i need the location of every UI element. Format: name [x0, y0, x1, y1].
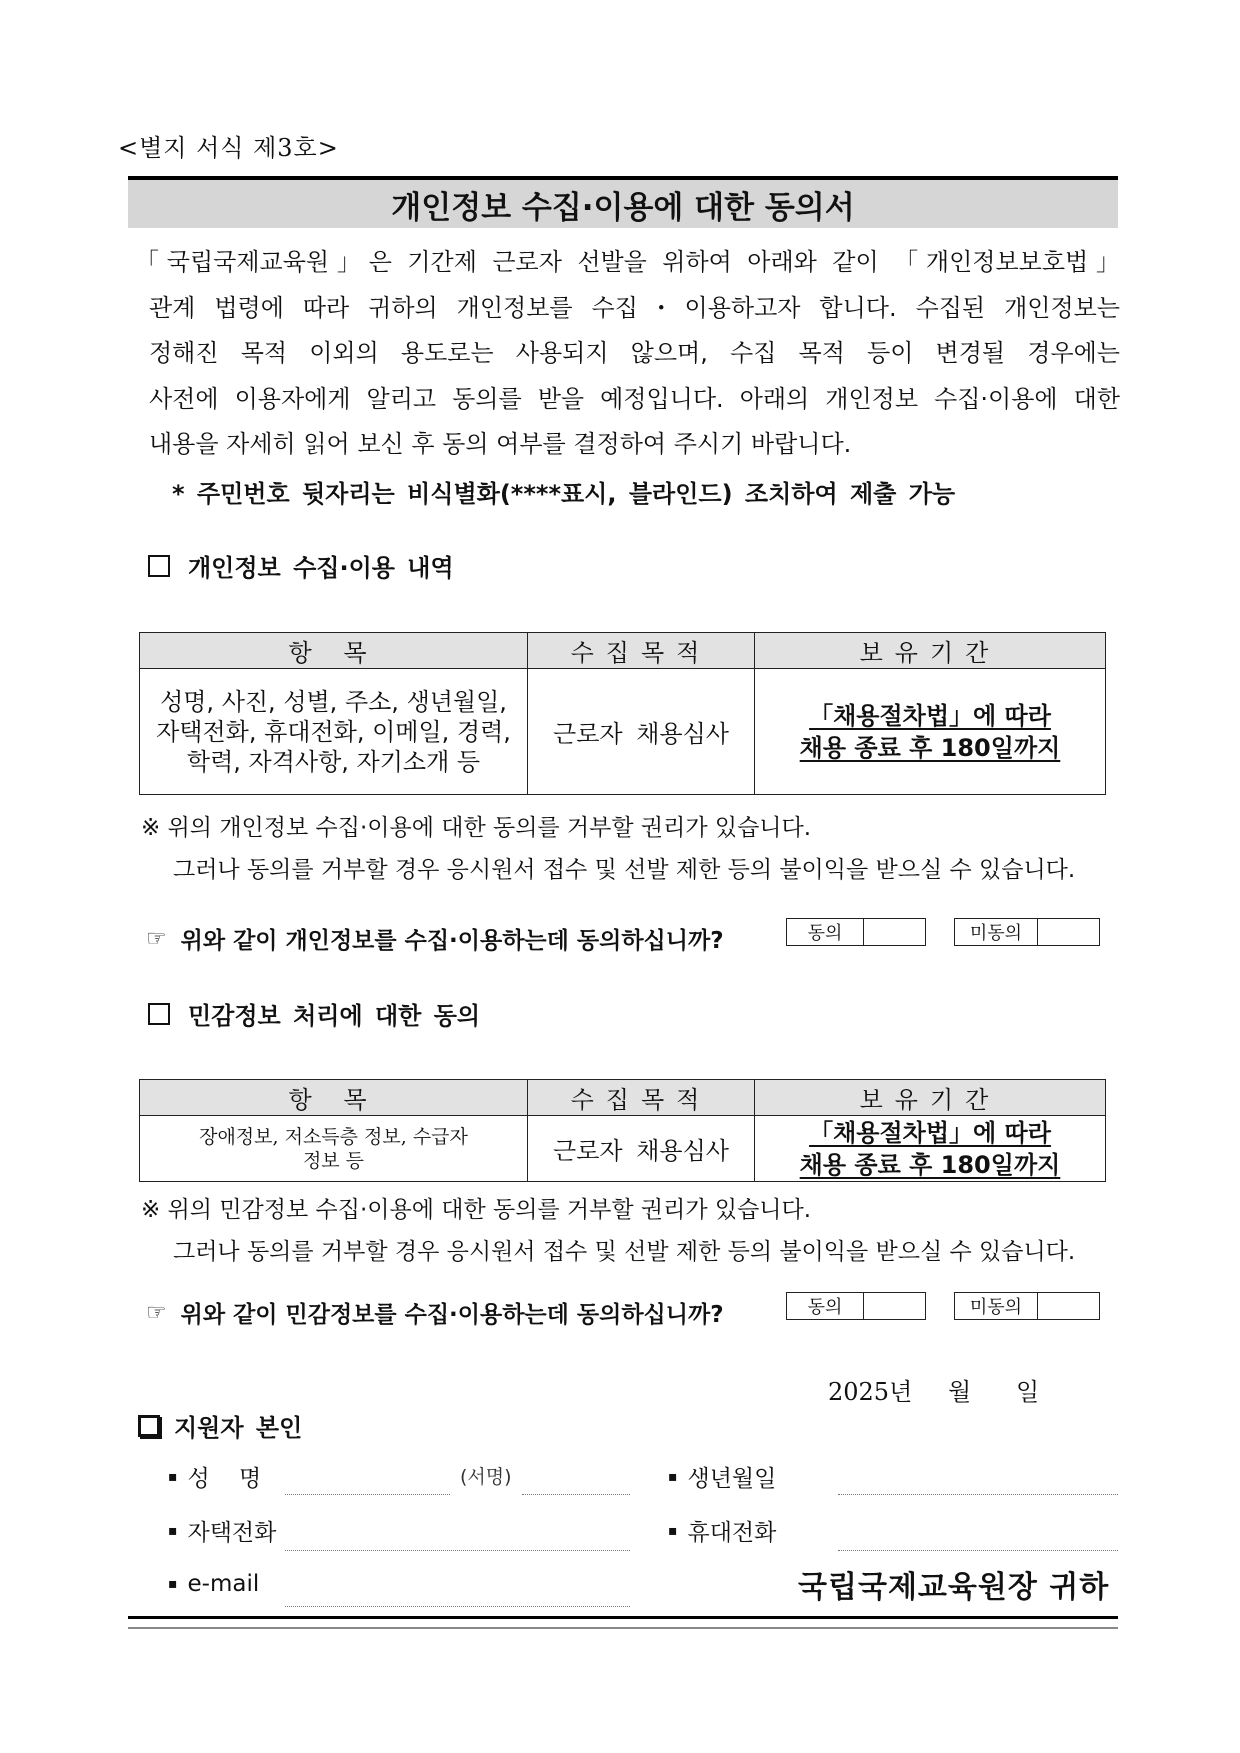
items-cell	[140, 1116, 528, 1182]
resident-number-note: * 주민번호 뒷자리는 비식별화(****표시, 블라인드) 조치하여 제출 가능	[172, 480, 956, 508]
bullet-icon: ▪	[668, 1522, 678, 1539]
intro-line: 관계 법령에 따라 귀하의 개인정보를 수집・이용하고자 합니다. 수집된 개인정보는	[149, 293, 1120, 322]
retention-line: 「채용절차법」에 따라	[809, 1118, 1051, 1147]
date-month: 월	[948, 1378, 972, 1406]
refusal-consequence-note: 그러나 동의를 거부할 경우 응시원서 접수 및 선발 제한 등의 불이익을 받으실 수 있습니다.	[173, 1239, 1076, 1265]
intro-line: 사전에 이용자에게 알리고 동의를 받을 예정입니다. 아래의 개인정보 수집·이용에 대한	[149, 384, 1120, 413]
applicant-heading	[138, 1408, 302, 1443]
footer-rule	[128, 1616, 1118, 1619]
table-header-row	[140, 1080, 1106, 1116]
email-field-label	[168, 1571, 259, 1597]
items-cell	[140, 669, 528, 795]
items-line: 학력, 자격사항, 자기소개 등	[186, 747, 481, 776]
home-phone-input-line[interactable]	[285, 1550, 630, 1551]
section1-agree-box[interactable]	[786, 918, 926, 946]
birth-field-label	[668, 1460, 776, 1493]
refusal-consequence-note: 그러나 동의를 거부할 경우 응시원서 접수 및 선발 제한 등의 불이익을 받으실 수 있습니다.	[173, 857, 1076, 883]
table-header-row	[140, 633, 1106, 669]
section2-heading	[148, 996, 480, 1031]
name-field-label	[168, 1460, 261, 1493]
section1-heading	[148, 548, 454, 583]
agree-checkbox[interactable]	[864, 919, 925, 945]
retention-line: 「채용절차법」에 따라	[809, 701, 1051, 730]
email-input-line[interactable]	[285, 1606, 630, 1607]
checkbox-square-icon	[148, 555, 170, 577]
signature-input-line[interactable]	[522, 1494, 630, 1495]
bullet-icon: ▪	[168, 1468, 178, 1485]
table-row	[140, 669, 1106, 795]
header-purpose: 수집목적	[528, 633, 755, 669]
bullet-icon: ▪	[668, 1468, 678, 1485]
section2-disagree-box[interactable]	[954, 1292, 1100, 1320]
retention-line: 채용 종료 후 180일까지	[799, 1150, 1061, 1179]
bullet-icon: ▪	[168, 1576, 178, 1592]
agree-label: 동의	[787, 919, 864, 945]
signature-label: (서명)	[460, 1466, 512, 1488]
header-retention: 보유기간	[755, 1080, 1106, 1116]
date-day: 일	[1016, 1378, 1040, 1406]
intro-line: 정해진 목적 이외의 용도로는 사용되지 않으며, 수집 목적 등이 변경될 경우에는	[149, 339, 1120, 367]
disagree-label: 미동의	[955, 919, 1038, 945]
items-line: 정보 등	[302, 1149, 365, 1172]
mobile-field-label	[668, 1514, 776, 1547]
agree-label: 동의	[787, 1293, 864, 1319]
email-label-text: e-mail	[187, 1571, 260, 1597]
header-purpose: 수집목적	[528, 1080, 755, 1116]
purpose-cell: 근로자 채용심사	[528, 669, 755, 795]
table-row	[140, 1116, 1106, 1182]
disagree-checkbox[interactable]	[1038, 919, 1099, 945]
refusal-right-note: ※ 위의 개인정보 수집·이용에 대한 동의를 거부할 권리가 있습니다.	[141, 815, 812, 841]
disagree-checkbox[interactable]	[1038, 1293, 1099, 1319]
addressee: 국립국제교육원장 귀하	[798, 1570, 1110, 1605]
applicant-heading-text: 지원자 본인	[174, 1414, 303, 1442]
form-number-label: <별지 서식 제3호>	[118, 134, 339, 162]
sensitive-info-table	[139, 1079, 1106, 1182]
items-line: 성명, 사진, 성별, 주소, 생년월일,	[160, 687, 507, 716]
personal-info-table	[139, 632, 1106, 795]
section2-agree-box[interactable]	[786, 1292, 926, 1320]
agree-checkbox[interactable]	[864, 1293, 925, 1319]
checkbox-square-icon	[138, 1415, 160, 1437]
refusal-right-note: ※ 위의 민감정보 수집·이용에 대한 동의를 거부할 권리가 있습니다.	[141, 1197, 812, 1223]
date-year: 2025년	[828, 1378, 913, 1406]
birth-label-text: 생년월일	[687, 1466, 777, 1492]
pointing-hand-icon: ☞	[146, 1299, 167, 1326]
disagree-label: 미동의	[955, 1293, 1038, 1319]
section1-consent-question	[146, 922, 724, 955]
section1-notes	[141, 807, 1075, 891]
header-items: 항 목	[140, 1080, 528, 1116]
bullet-icon: ▪	[168, 1522, 178, 1539]
header-items: 항 목	[140, 633, 528, 669]
section2-consent-question	[146, 1296, 724, 1329]
home-phone-field-label	[168, 1514, 276, 1547]
name-label-text: 성 명	[187, 1466, 262, 1492]
intro-line: 「국립국제교육원」은 기간제 근로자 선발을 위하여 아래와 같이 「개인정보보호법」	[135, 248, 1120, 276]
items-line: 자택전화, 휴대전화, 이메일, 경력,	[156, 717, 511, 746]
mobile-label-text: 휴대전화	[687, 1520, 777, 1546]
intro-paragraph	[135, 240, 1120, 468]
document-title: 개인정보 수집·이용에 대한 동의서	[128, 180, 1118, 228]
section1-disagree-box[interactable]	[954, 918, 1100, 946]
intro-line: 내용을 자세히 읽어 보신 후 동의 여부를 결정하여 주시기 바랍니다.	[149, 430, 852, 458]
name-input-line[interactable]	[285, 1494, 450, 1495]
pointing-hand-icon: ☞	[146, 925, 167, 952]
retention-cell	[755, 1116, 1106, 1182]
mobile-input-line[interactable]	[838, 1550, 1118, 1551]
section2-heading-text: 민감정보 처리에 대한 동의	[188, 1002, 481, 1030]
items-line: 장애정보, 저소득층 정보, 수급자	[199, 1125, 468, 1148]
retention-cell	[755, 669, 1106, 795]
home-phone-label-text: 자택전화	[187, 1520, 277, 1546]
checkbox-square-icon	[148, 1003, 170, 1025]
purpose-cell: 근로자 채용심사	[528, 1116, 755, 1182]
retention-line: 채용 종료 후 180일까지	[799, 733, 1061, 762]
section1-question-text: 위와 같이 개인정보를 수집·이용하는데 동의하십니까?	[180, 928, 724, 954]
birth-input-line[interactable]	[838, 1494, 1118, 1495]
header-retention: 보유기간	[755, 633, 1106, 669]
section2-question-text: 위와 같이 민감정보를 수집·이용하는데 동의하십니까?	[180, 1302, 724, 1328]
section2-notes	[141, 1189, 1075, 1273]
section1-heading-text: 개인정보 수집·이용 내역	[188, 554, 454, 582]
footer-rule-thin	[128, 1627, 1118, 1629]
